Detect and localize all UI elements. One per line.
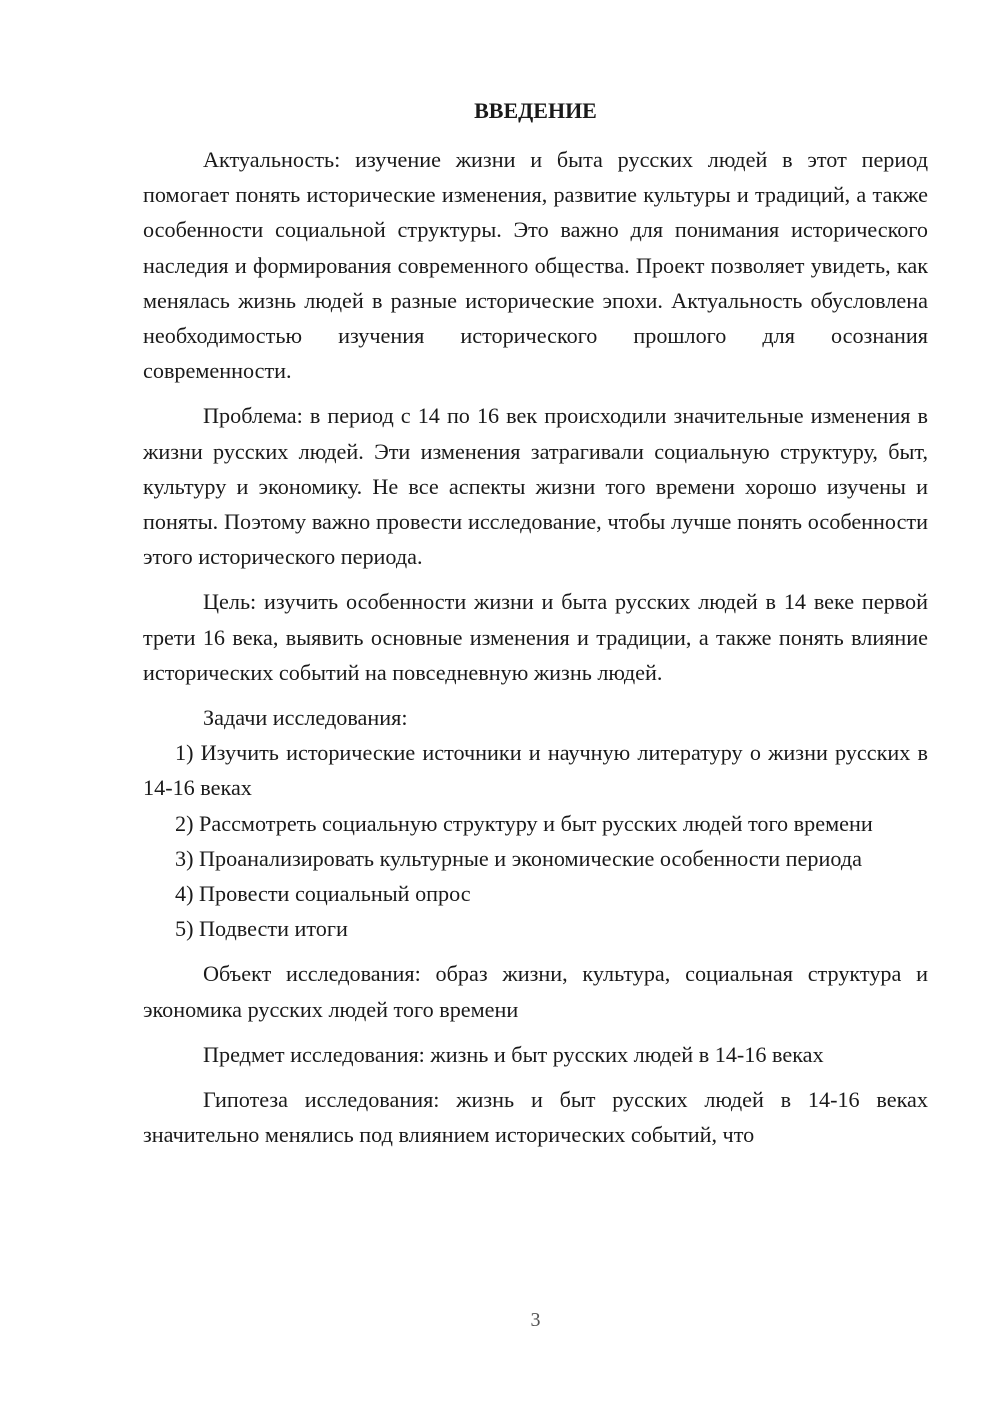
task-item: 1) Изучить исторические источники и научную литературу о жизни русских в 14-16 веках xyxy=(143,740,928,801)
document-page xyxy=(143,0,928,1414)
task-item: 4) Провести социальный опрос xyxy=(175,881,471,907)
goal-paragraph: Цель: изучить особенности жизни и быта русских людей в 14 веке первой трети 16 века, выявить основные изменения и традиции, а также понять влияние исторических событий на повседневную жизнь людей. xyxy=(143,589,928,685)
task-item: 5) Подвести итоги xyxy=(175,916,348,942)
object-paragraph: Объект исследования: образ жизни, культура, социальная структура и экономика русских людей того времени xyxy=(143,961,928,1022)
problem-paragraph: Проблема: в период с 14 по 16 век происходили значительные изменения в жизни русских людей. Эти изменения затрагивали социальную структуру, быт, культуру и экономику. Не все аспекты жизни того времени хорошо изучены и поняты. Поэтому важно провести исследование, чтобы лучше понять особенности этого исторического периода. xyxy=(143,403,928,570)
page-title: ВВЕДЕНИЕ xyxy=(474,98,597,123)
subject-paragraph: Предмет исследования: жизнь и быт русских людей в 14-16 веках xyxy=(203,1041,824,1067)
hypothesis-paragraph: Гипотеза исследования: жизнь и быт русских людей в 14-16 веках значительно менялись под влиянием исторических событий, что xyxy=(143,1087,928,1148)
page-number: 3 xyxy=(530,1309,541,1331)
document-body xyxy=(143,142,928,1152)
tasks-heading: Задачи исследования: xyxy=(203,705,408,731)
task-item: 2) Рассмотреть социальную структуру и быт русских людей того времени xyxy=(175,810,873,836)
task-item: 3) Проанализировать культурные и экономические особенности периода xyxy=(175,845,862,871)
task-list xyxy=(143,735,928,946)
relevance-paragraph: Актуальность: изучение жизни и быта русских людей в этот период помогает понять исторические изменения, развитие культуры и традиций, а также особенности социальной структуры. Это важно для понимания исторического наследия и формирования современного общества. Проект позволяет увидеть, как менялась жизнь людей в разные исторические эпохи. Актуальность обусловлена необходимостью изучения исторического прошлого для осознания современности. xyxy=(143,147,928,384)
